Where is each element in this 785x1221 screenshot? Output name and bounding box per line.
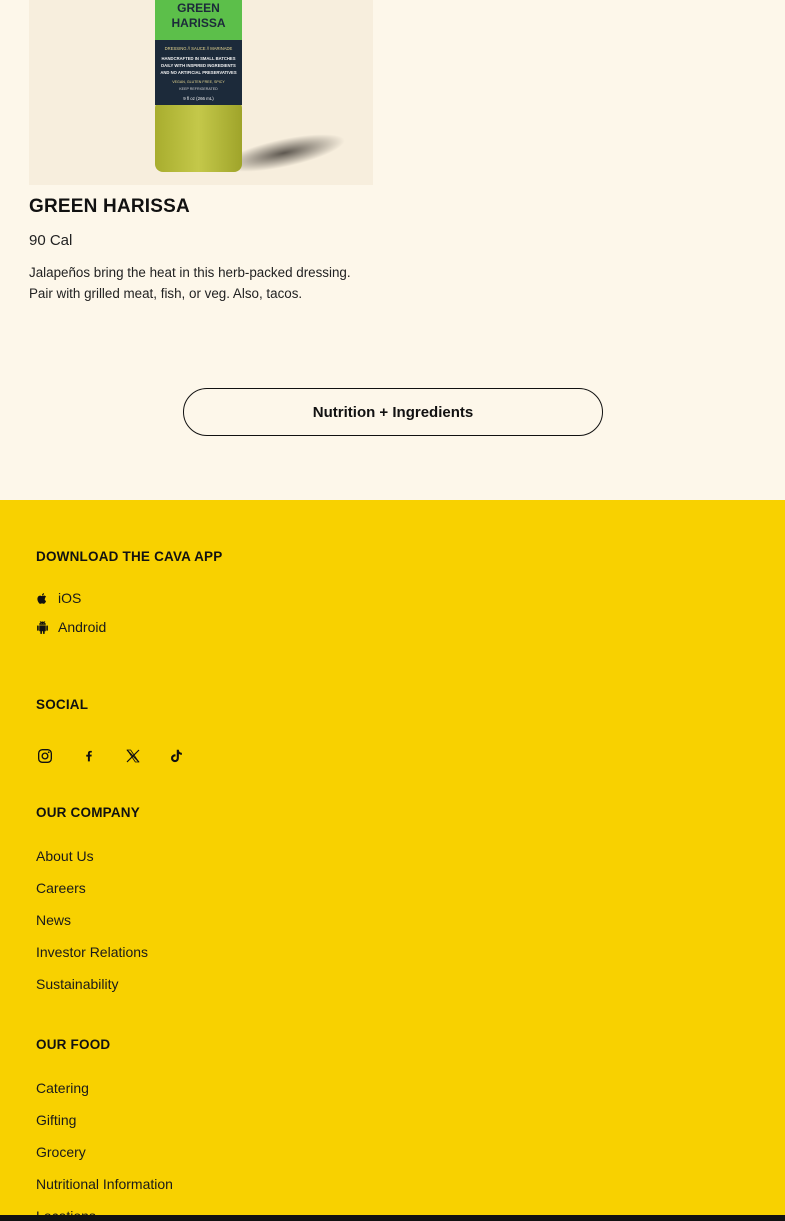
bottle-label-line4: AND NO ARTIFICIAL PRESERVATIVES — [160, 70, 237, 75]
instagram-icon[interactable] — [36, 747, 53, 764]
our-company-heading: OUR COMPANY — [36, 805, 140, 820]
bottle-label-line6: KEEP REFRIGERATED — [179, 87, 218, 91]
about-us-link[interactable]: About Us — [36, 848, 94, 864]
product-calories: 90 Cal — [29, 232, 73, 249]
android-app-link[interactable] — [36, 619, 106, 635]
catering-link[interactable]: Catering — [36, 1080, 89, 1096]
careers-link[interactable]: Careers — [36, 880, 86, 896]
ios-app-label: iOS — [58, 590, 82, 606]
sustainability-link[interactable]: Sustainability — [36, 976, 119, 992]
product-name: GREEN HARISSA — [29, 196, 190, 217]
facebook-icon[interactable] — [80, 747, 97, 764]
grocery-link[interactable]: Grocery — [36, 1144, 86, 1160]
news-link[interactable]: News — [36, 912, 72, 928]
nutritional-information-link[interactable]: Nutritional Information — [36, 1176, 173, 1192]
social-heading: SOCIAL — [36, 697, 89, 712]
bottle-label-line3: DAILY WITH INSPIRED INGREDIENTS — [161, 63, 236, 68]
bottle-label-line5: VEGAN, GLUTEN FREE, SPICY — [172, 80, 225, 84]
download-app-heading: DOWNLOAD THE CAVA APP — [36, 549, 223, 564]
gifting-link[interactable]: Gifting — [36, 1112, 77, 1128]
nutrition-ingredients-button[interactable]: Nutrition + Ingredients — [183, 388, 603, 436]
site-footer — [0, 500, 785, 1215]
apple-icon — [36, 592, 49, 605]
android-app-label: Android — [58, 619, 107, 635]
tiktok-icon[interactable] — [168, 747, 185, 764]
social-icons — [36, 747, 212, 764]
investor-relations-link[interactable]: Investor Relations — [36, 944, 149, 960]
product-image[interactable] — [29, 0, 373, 185]
our-food-heading: OUR FOOD — [36, 1037, 111, 1052]
android-icon — [36, 621, 49, 634]
product-description: Jalapeños bring the heat in this herb-packed dressing. Pair with grilled meat, fish, or veg. Also, tacos. — [29, 265, 351, 301]
x-icon[interactable] — [124, 747, 141, 764]
bottle-title-line2: HARISSA — [171, 16, 226, 30]
ios-app-link[interactable] — [36, 590, 81, 606]
bottle-label-line1: DRESSING // SAUCE // MARINADE — [164, 46, 233, 51]
bottle-label-line2: HANDCRAFTED IN SMALL BATCHES — [161, 56, 236, 61]
bottle-label-size: 9 fl oz (266 mL) — [183, 96, 214, 101]
bottle-title-line1: GREEN — [177, 1, 220, 15]
bottom-bar — [0, 1215, 785, 1221]
product-bottle-illustration — [29, 0, 373, 185]
